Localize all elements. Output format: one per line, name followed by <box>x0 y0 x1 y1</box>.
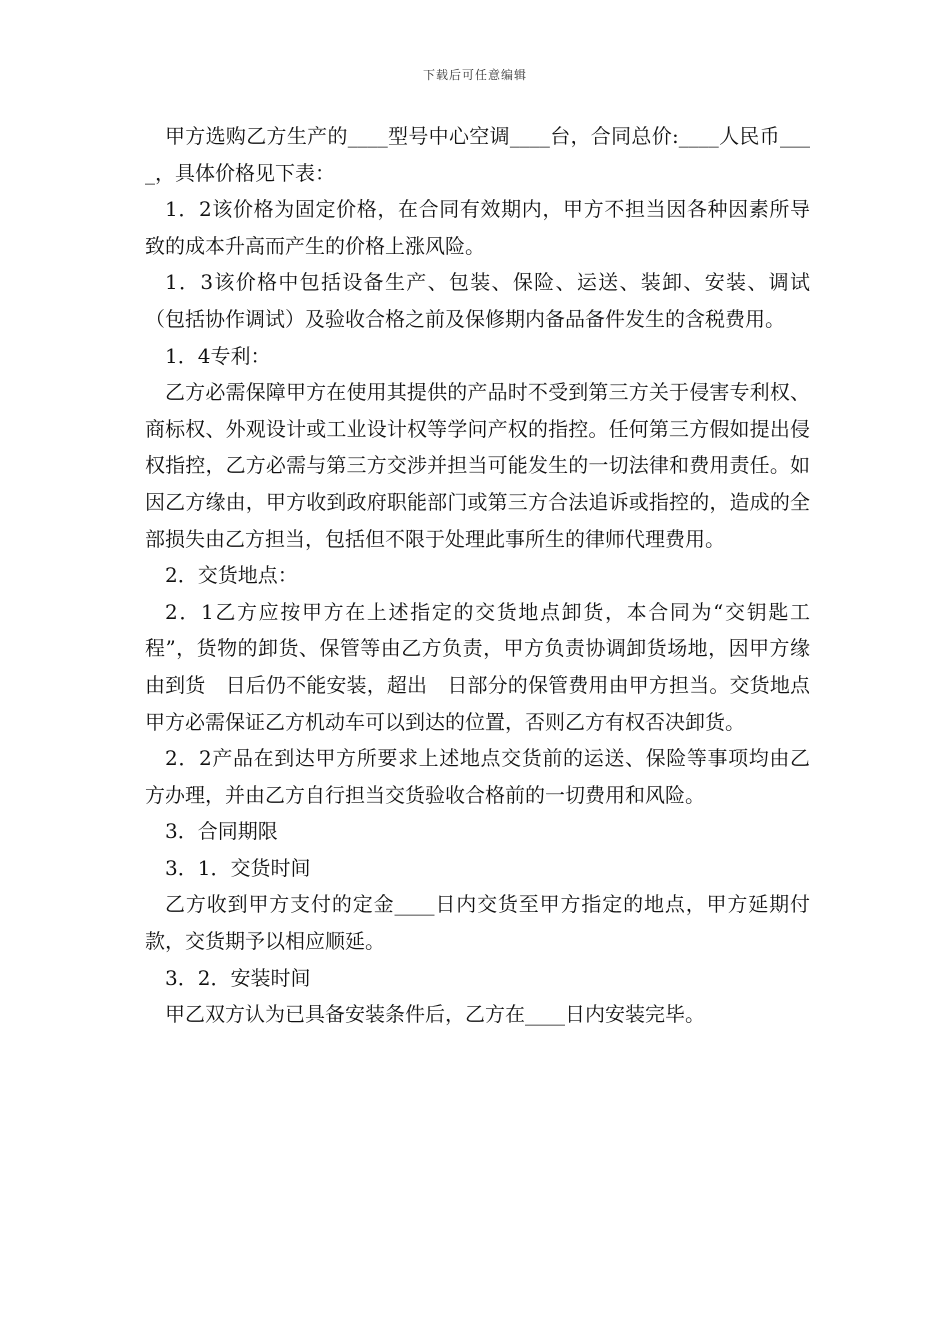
paragraph-clause-2-2: 2．2产品在到达甲方所要求上述地点交货前的运送、保险等事项均由乙方办理，并由乙方自行担当交货验收合格前的一切费用和风险。 <box>145 746 810 807</box>
paragraph-clause-1-4-heading: 1．4专利： <box>165 343 271 368</box>
paragraph-clause-3-1-heading: 3．1．交货时间 <box>165 855 311 880</box>
paragraph-clause-3-2-heading: 3．2．安装时间 <box>165 965 311 990</box>
paragraph-clause-2-heading: 2．交货地点： <box>165 563 298 588</box>
paragraph-clause-1-3: 1．3该价格中包括设备生产、包装、保险、运送、装卸、安装、调试（包括协作调试）及验收合格之前及保修期内备品备件发生的含税费用。 <box>145 270 810 331</box>
paragraph-clause-3-heading: 3．合同期限 <box>165 819 278 844</box>
paragraph-clause-2-1: 2．1乙方应按甲方在上述指定的交货地点卸货，本合同为“交钥匙工程”，货物的卸货、保管等由乙方负责，甲方负责协调卸货场地，因甲方缘由到货 日后仍不能安装，超出 日部分的保管费用由甲方担当。交货地点甲方必需保证乙方机动车可以到达的位置，否则乙方有权否决卸货。 <box>145 599 810 734</box>
document-body <box>145 118 810 1033</box>
paragraph-installation-time: 甲乙双方认为已具备安装条件后，乙方在____日内安装完毕。 <box>165 1002 705 1027</box>
paragraph-delivery-time: 乙方收到甲方支付的定金____日内交货至甲方指定的地点，甲方延期付款，交货期予以相应顺延。 <box>145 892 810 954</box>
paragraph-patent: 乙方必需保障甲方在使用其提供的产品时不受到第三方关于侵害专利权、商标权、外观设计或工业设计权等学问产权的指控。任何第三方假如提出侵权指控，乙方必需与第三方交涉并担当可能发生的一切法律和费用责任。如因乙方缘由，甲方收到政府职能部门或第三方合法追诉或指控的，造成的全部损失由乙方担当，包括但不限于处理此事所生的律师代理费用。 <box>145 380 810 551</box>
paragraph-price-intro: 甲方选购乙方生产的____型号中心空调____台，合同总价:____人民币____，具体价格见下表： <box>145 124 810 185</box>
paragraph-clause-1-2: 1．2该价格为固定价格，在合同有效期内，甲方不担当因各种因素所导致的成本升高而产生的价格上涨风险。 <box>145 197 810 258</box>
page-header-note: 下载后可任意编辑 <box>422 68 527 82</box>
